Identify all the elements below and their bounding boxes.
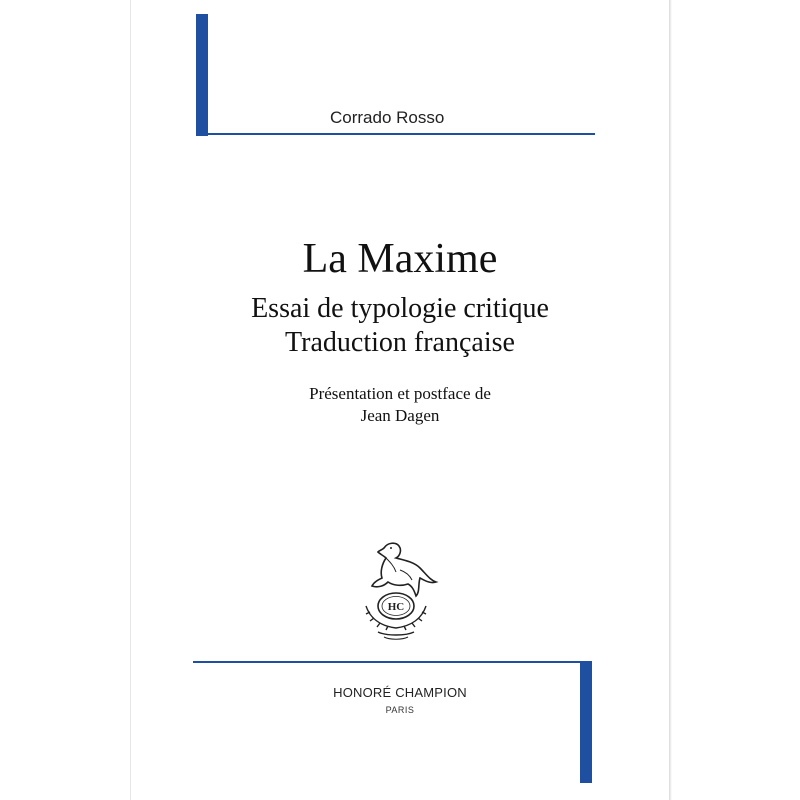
top-accent-bar — [196, 14, 208, 136]
bottom-rule — [193, 661, 580, 663]
book-subtitle — [0, 292, 800, 360]
author-name: Corrado Rosso — [330, 108, 445, 127]
publisher-city: PARIS — [385, 705, 415, 715]
book-title: La Maxime — [302, 236, 498, 282]
presentation-line-2: Jean Dagen — [360, 406, 440, 425]
publisher-name: HONORÉ CHAMPION — [333, 685, 467, 700]
presentation-credit — [0, 383, 800, 427]
svg-text:HC: HC — [387, 601, 405, 613]
horse-publisher-emblem-icon — [344, 536, 448, 644]
subtitle-line-2: Traduction française — [285, 327, 515, 358]
bottom-accent-bar — [580, 661, 592, 783]
top-rule — [208, 133, 595, 135]
presentation-line-1: Présentation et postface de — [309, 384, 491, 403]
subtitle-line-1: Essai de typologie critique — [251, 293, 549, 324]
